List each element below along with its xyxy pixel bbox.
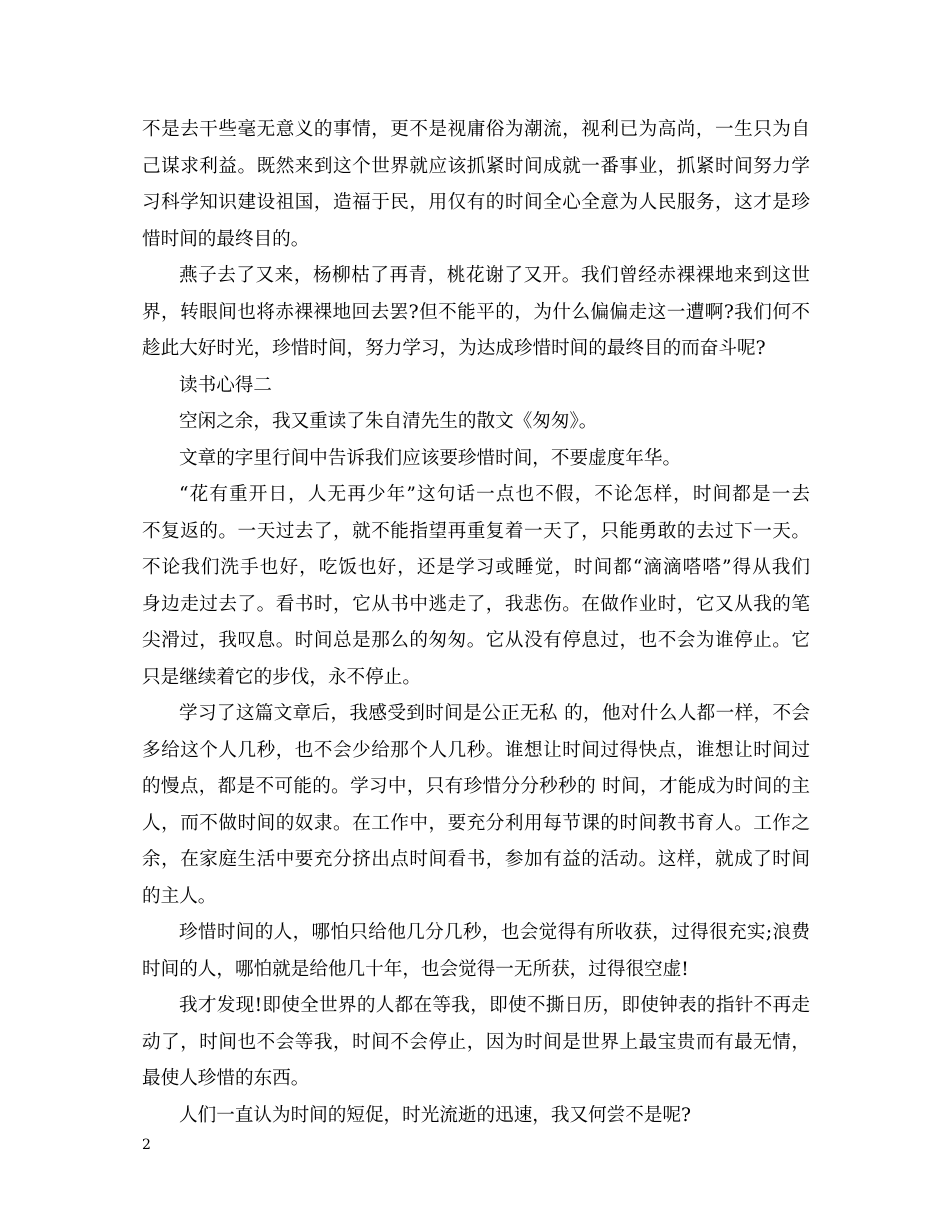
paragraph-line: 燕子去了又来，杨柳枯了再青，桃花谢了又开。我们曾经赤裸裸地来到这世: [179, 265, 810, 286]
paragraph-line: 人们一直认为时间的短促，时光流逝的迅速，我又何尝不是呢?: [179, 1104, 692, 1126]
paragraph-line: 人，而不做时间的奴隶。在工作中，要充分利用每节课的时间教书育人。工作之: [142, 812, 810, 834]
paragraph-line: 界，转眼间也将赤裸裸地回去罢?但不能平的，为什么偏偏走这一遭啊?我们何不: [142, 301, 810, 323]
paragraph-line: 余，在家庭生活中要充分挤出点时间看书，参加有益的活动。这样，就成了时间: [142, 849, 810, 870]
paragraph-line: 学习了这篇文章后，我感受到时间是公正无私 的，他对什么人都一样，不会: [179, 703, 810, 724]
paragraph-line: 珍惜时间的人，哪怕只给他几分几秒，也会觉得有所收获，过得很充实;浪费: [179, 922, 810, 943]
paragraph-line: 最使人珍惜的东西。: [142, 1068, 310, 1089]
paragraph-line: 不论我们洗手也好，吃饭也好，还是学习或睡觉，时间都“滴滴嗒嗒”得从我们: [142, 557, 810, 578]
document-body: [142, 112, 810, 1134]
paragraph-line: 趁此大好时光，珍惜时间，努力学习，为达成珍惜时间的最终目的而奋斗呢?: [142, 338, 766, 359]
paragraph-line: 文章的字里行间中告诉我们应该要珍惜时间，不要虚度年华。: [179, 447, 682, 469]
paragraph-line: 惜时间的最终目的。: [142, 228, 310, 250]
paragraph-line: 只是继续着它的步伐，永不停止。: [142, 666, 421, 688]
paragraph-line: “花有重开日，人无再少年”这句话一点也不假，不论怎样，时间都是一去: [179, 484, 810, 505]
paragraph-line: 己谋求利益。既然来到这个世界就应该抓紧时间成就一番事业，抓紧时间努力学: [142, 155, 810, 177]
paragraph-line: 不是去干些毫无意义的事情，更不是视庸俗为潮流，视利已为高尚，一生只为自: [142, 119, 810, 140]
paragraph-line: 时间的人，哪怕就是给他几十年，也会觉得一无所获，过得很空虚!: [142, 958, 689, 980]
paragraph-line: 读书心得二: [179, 374, 272, 396]
paragraph-line: 空闲之余，我又重读了朱自清先生的散文《匆匆》。: [179, 411, 598, 432]
page-number: 2: [142, 1137, 151, 1153]
paragraph-line: 尖滑过，我叹息。时间总是那么的匆匆。它从没有停息过，也不会为谁停止。它: [142, 630, 810, 651]
paragraph-line: 的主人。: [142, 885, 217, 907]
paragraph-line: 我才发现!即使全世界的人都在等我，即使不撕日历，即使钟表的指针不再走: [179, 995, 810, 1016]
paragraph-line: 身边走过去了。看书时，它从书中逃走了，我悲伤。在做作业时，它又从我的笔: [142, 593, 810, 615]
paragraph-line: 动了，时间也不会等我，时间不会停止，因为时间是世界上最宝贵而有最无情，: [142, 1031, 810, 1053]
paragraph-line: 习科学知识建设祖国，造福于民，用仅有的时间全心全意为人民服务，这才是珍: [142, 192, 810, 213]
paragraph-line: 的慢点，都是不可能的。学习中，只有珍惜分分秒秒的 时间，才能成为时间的主: [142, 776, 810, 797]
paragraph-line: 不复返的。一天过去了，就不能指望再重复着一天了，只能勇敢的去过下一天。: [142, 520, 810, 542]
paragraph-line: 多给这个人几秒，也不会少给那个人几秒。谁想让时间过得快点，谁想让时间过: [142, 739, 810, 761]
